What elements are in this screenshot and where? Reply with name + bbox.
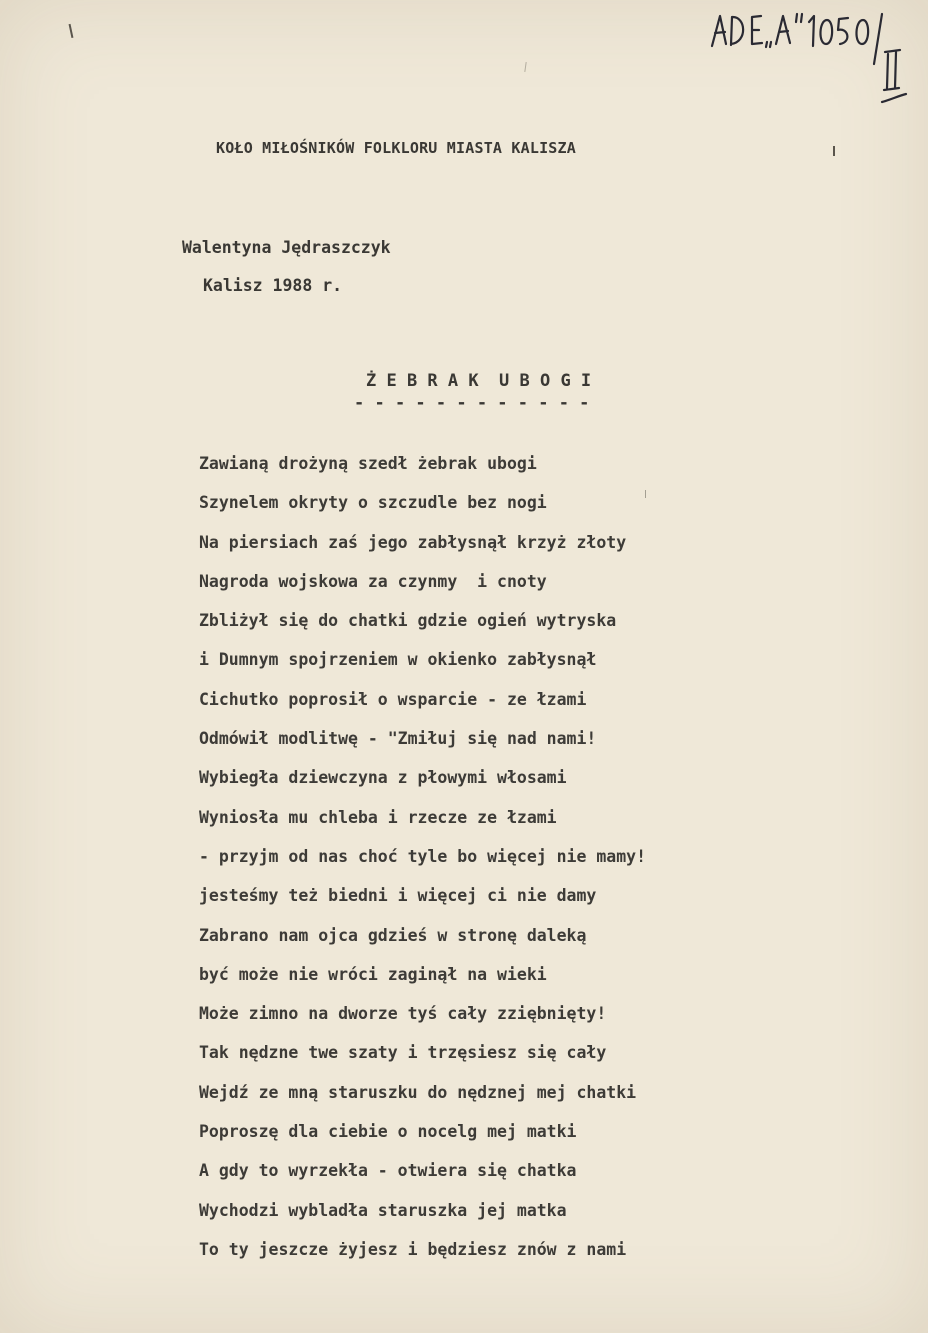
poem-text xyxy=(199,450,646,1275)
archive-signature-handwritten xyxy=(706,8,916,108)
paper-mark xyxy=(69,24,73,38)
poem-line: To ty jeszcze żyjesz i będziesz znów z nami xyxy=(199,1239,627,1259)
poem-line: Tak nędzne twe szaty i trzęsiesz się cały xyxy=(199,1043,607,1063)
poem-line: jesteśmy też biedni i więcej ci nie damy xyxy=(199,886,597,906)
poem-line: Wychodzi wybladła staruszka jej matka xyxy=(199,1200,567,1220)
poem-line: być może nie wróci zaginął na wieki xyxy=(199,964,547,984)
poem-line: i Dumnym spojrzeniem w okienko zabłysnął xyxy=(199,650,597,670)
poem-line: Szynelem okryty o szczudle bez nogi xyxy=(199,493,547,513)
poem-line: Poproszę dla ciebie o nocelg mej matki xyxy=(199,1122,577,1142)
poem-line: Odmówił modlitwę - "Zmiłuj się nad nami! xyxy=(199,729,597,749)
poem-title: Ż E B R A K U B O G I xyxy=(366,371,592,391)
poem-line: Może zimno na dworze tyś cały zziębnięty! xyxy=(199,1004,607,1024)
poem-line: Nagroda wojskowa za czynmy i cnoty xyxy=(199,571,547,591)
poem-line: Zbliżył się do chatki gdzie ogień wytryska xyxy=(199,611,617,631)
handwritten-catalog-mark-icon xyxy=(706,8,916,108)
poem-line: A gdy to wyrzekła - otwiera się chatka xyxy=(199,1161,577,1181)
place-and-year: Kalisz 1988 r. xyxy=(203,276,343,295)
poem-line: Zabrano nam ojca gdzieś w stronę daleką xyxy=(199,925,587,945)
poem-line: Zawianą drożyną szedł żebrak ubogi xyxy=(199,454,537,473)
author-name: Walentyna Jędraszczyk xyxy=(182,238,391,257)
poem-line: Cichutko poprosił o wsparcie - ze łzami xyxy=(199,689,587,709)
poem-line: Wyniosła mu chleba i rzecze ze łzami xyxy=(199,807,557,827)
poem-line: - przyjm od nas choć tyle bo więcej nie mamy! xyxy=(199,846,647,866)
paper-mark xyxy=(645,490,646,498)
paper-mark xyxy=(524,62,526,72)
poem-line: Na piersiach zaś jego zabłysnął krzyż złoty xyxy=(199,532,627,552)
poem-title-underline: - - - - - - - - - - - - xyxy=(354,393,590,413)
organization-header: KOŁO MIŁOŚNIKÓW FOLKLORU MIASTA KALISZA xyxy=(216,139,576,157)
poem-line: Wybiegła dziewczyna z płowymi włosami xyxy=(199,768,567,788)
paper-mark xyxy=(833,146,835,156)
poem-line: Wejdź ze mną staruszku do nędznej mej chatki xyxy=(199,1082,637,1102)
